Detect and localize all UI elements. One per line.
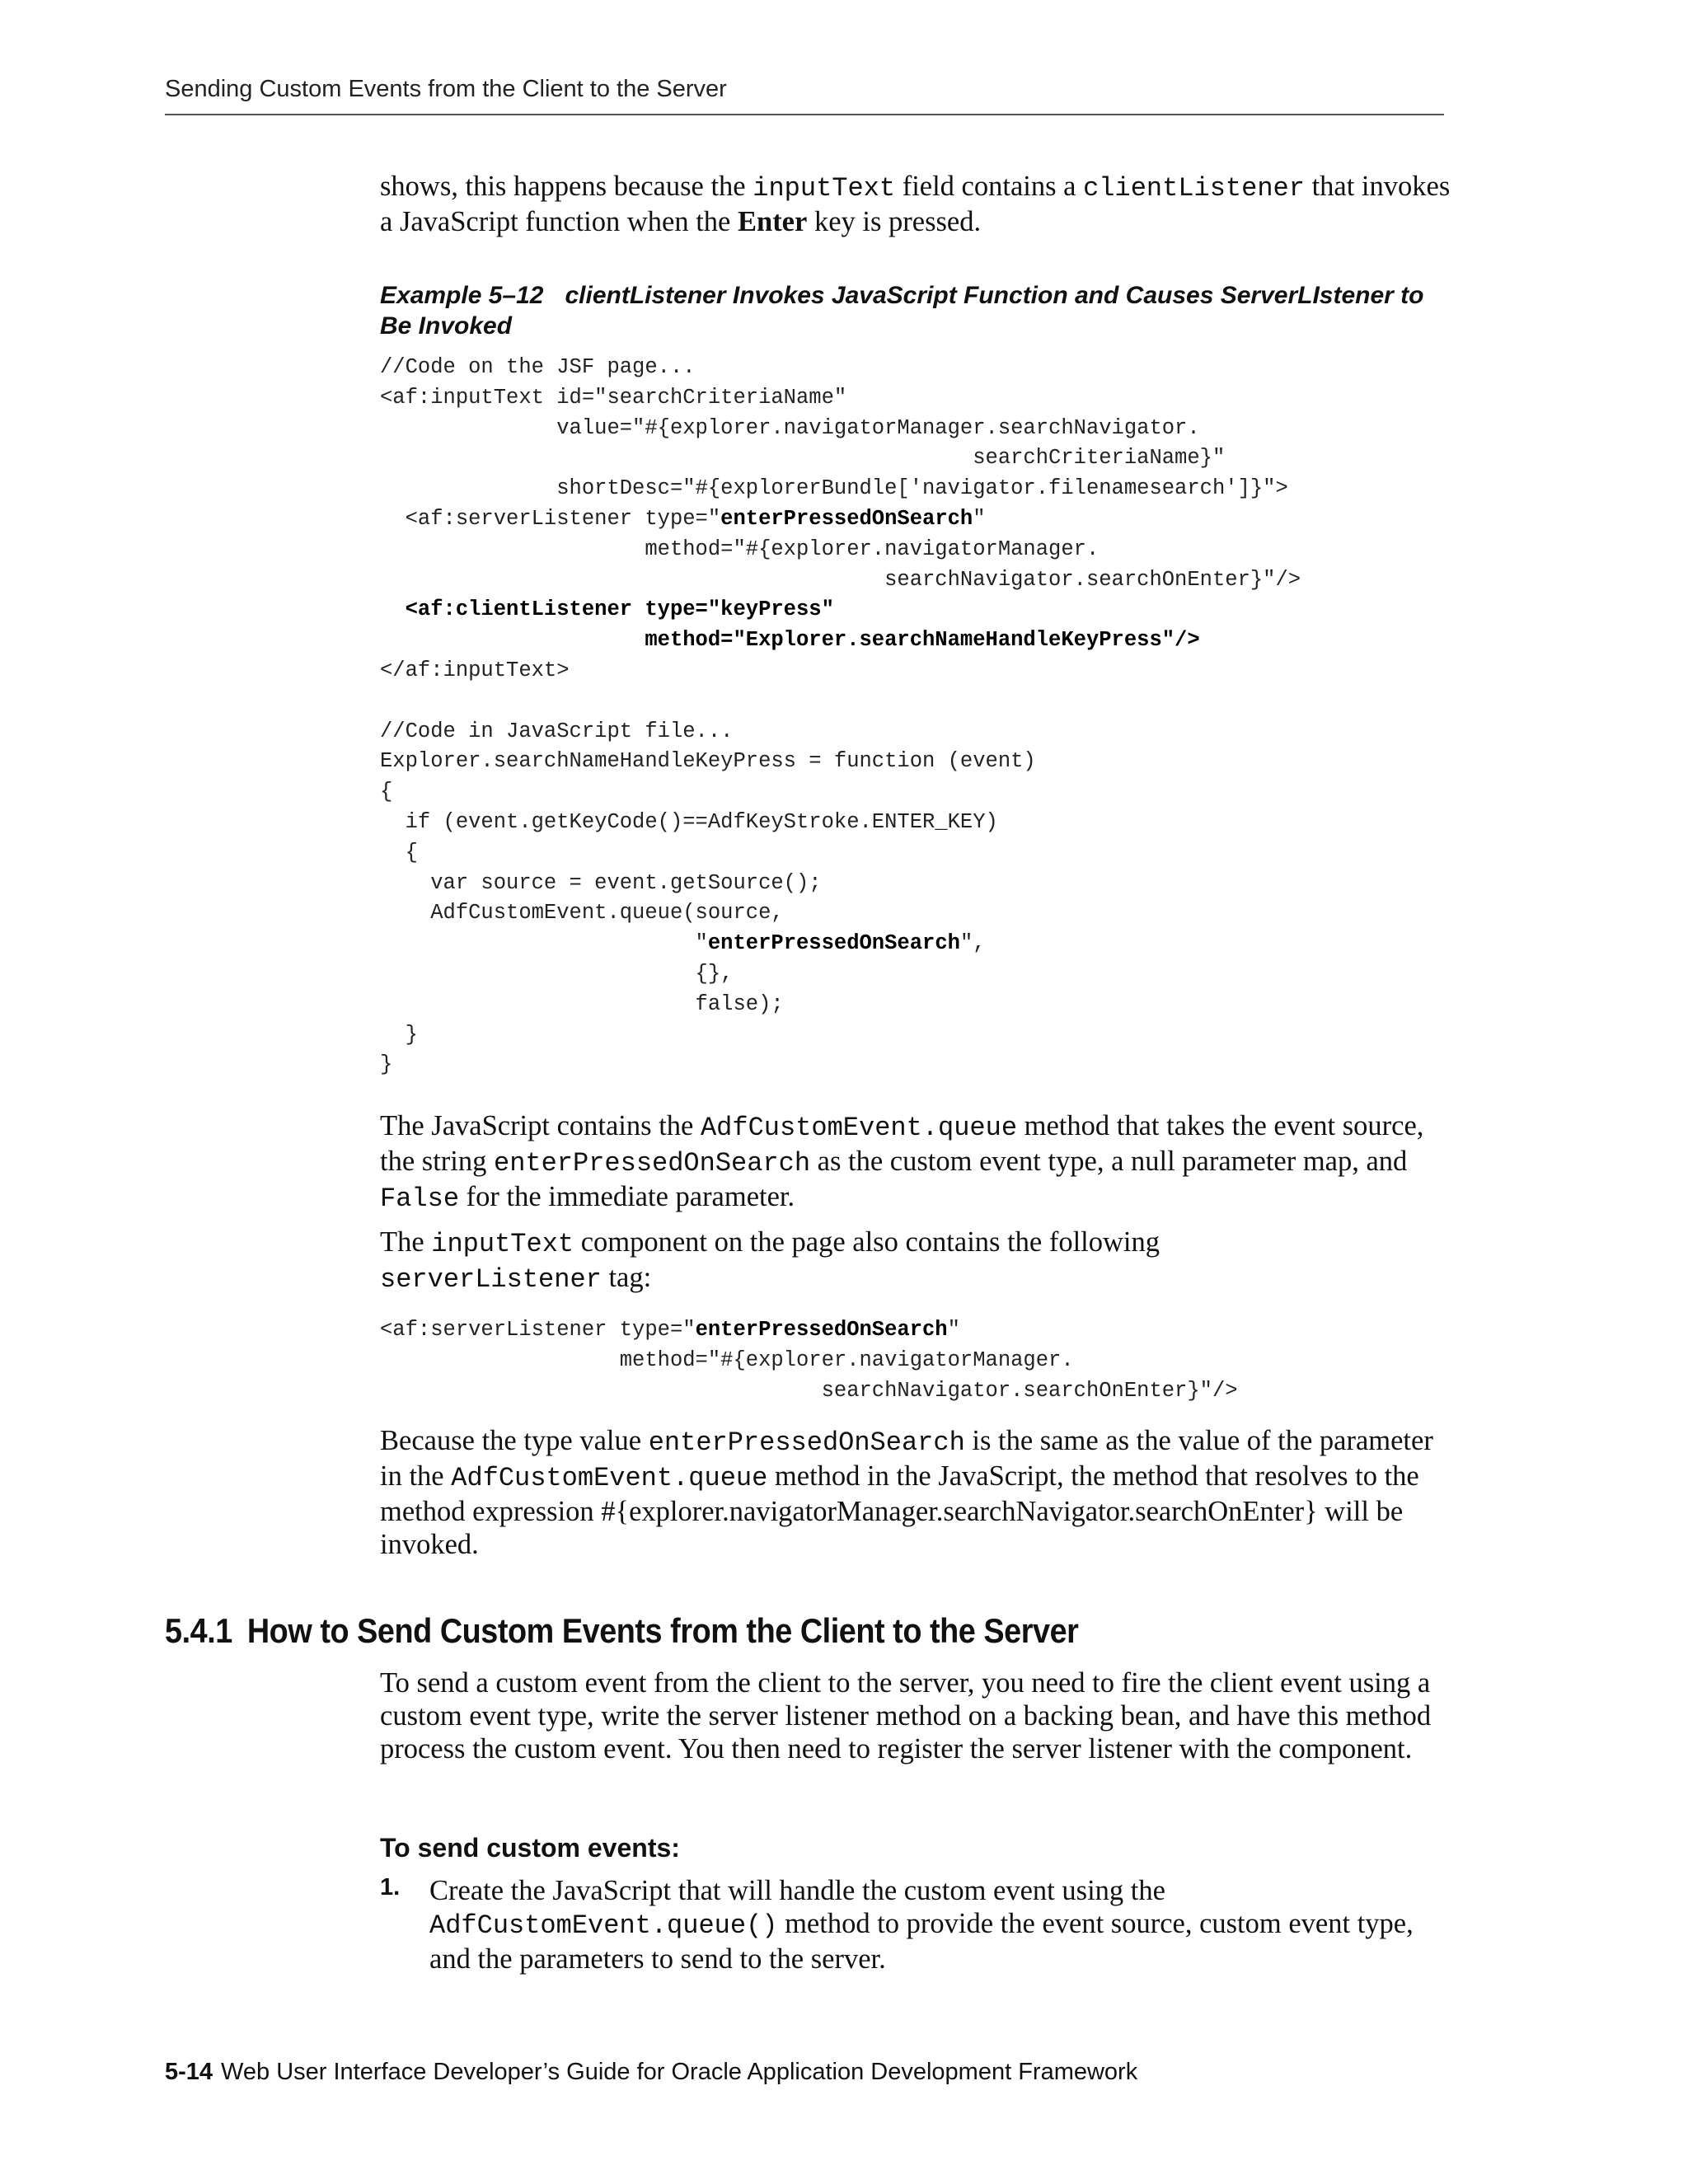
text: for the immediate parameter. xyxy=(459,1181,795,1212)
code-line: method="#{explorer.navigatorManager. xyxy=(380,537,1100,561)
example-caption xyxy=(380,280,1451,341)
code-line: value="#{explorer.navigatorManager.searchNavigator. xyxy=(380,415,1200,440)
code-line: " xyxy=(973,506,986,531)
text: The JavaScript contains the xyxy=(380,1110,701,1141)
intro-paragraph xyxy=(380,170,1451,238)
text: that invokes a JavaScript function when the xyxy=(380,171,1451,237)
code-highlight: enterPressedOnSearch xyxy=(707,931,960,956)
code-line: {}, xyxy=(380,961,734,986)
running-header: Sending Custom Events from the Client to the Server xyxy=(165,76,727,102)
text: Create the JavaScript that will handle the custom event using the xyxy=(429,1875,1165,1906)
paragraph-4-block xyxy=(380,1424,1451,1561)
example-code xyxy=(380,353,1451,1080)
paragraph-3-block xyxy=(380,1226,1451,1296)
section-title: How to Send Custom Events from the Client to the Server xyxy=(246,1611,1079,1650)
procedure-heading-block xyxy=(380,1833,1451,1863)
code-line: Explorer.searchNameHandleKeyPress = function (event) xyxy=(380,749,1036,774)
procedure-heading: To send custom events: xyxy=(380,1833,680,1863)
procedure-steps xyxy=(380,1874,1451,1975)
code-line: <af:inputText id="searchCriteriaName" xyxy=(380,385,847,410)
text: method in the JavaScript, the method that resolves to the method expression #{explorer.navigatorManager.searchNavigator.searchOnEnter} will be invoked. xyxy=(380,1460,1419,1560)
code-line: //Code in JavaScript file... xyxy=(380,719,734,743)
code-line: " xyxy=(947,1318,960,1342)
code-term: enterPressedOnSearch xyxy=(493,1148,811,1179)
code-term: False xyxy=(380,1183,460,1214)
code-line: //Code on the JSF page... xyxy=(380,355,696,379)
code-line: <af:serverListener type=" xyxy=(380,1318,696,1342)
example-number: Example 5–12 xyxy=(380,282,544,309)
code-term: AdfCustomEvent.queue() xyxy=(429,1910,778,1941)
code-line: searchCriteriaName}" xyxy=(380,446,1226,471)
paragraph-4 xyxy=(380,1424,1451,1561)
paragraph-2-block xyxy=(380,1109,1451,1216)
code-term: AdfCustomEvent.queue xyxy=(451,1463,768,1493)
text: is the same as the value of the parameter in the xyxy=(380,1425,1433,1492)
text: method that takes the event source, the string xyxy=(380,1110,1424,1177)
section-intro-block xyxy=(380,1666,1451,1765)
code-term: serverListener xyxy=(380,1264,602,1295)
text: Because the type value xyxy=(380,1425,649,1456)
example-title: clientListener Invokes JavaScript Function and Causes ServerLIstener to Be Invoked xyxy=(380,282,1424,340)
code-line: AdfCustomEvent.queue(source, xyxy=(380,901,784,926)
procedure-step xyxy=(380,1874,1451,1975)
step-text xyxy=(429,1874,1451,1975)
snippet-code-block xyxy=(380,1315,1451,1406)
example-code-block xyxy=(380,353,1451,1080)
code-line: ", xyxy=(959,931,986,956)
example-caption-block xyxy=(380,280,1451,341)
code-line: } xyxy=(380,1022,418,1047)
snippet-code xyxy=(380,1315,1451,1406)
code-line: if (event.getKeyCode()==AdfKeyStroke.ENTER_KEY) xyxy=(380,809,998,834)
code-highlight-line: <af:clientListener type="keyPress" xyxy=(380,598,834,622)
section-number: 5.4.1 xyxy=(165,1611,232,1650)
code-line: <af:serverListener type=" xyxy=(380,506,721,531)
code-term: enterPressedOnSearch xyxy=(648,1427,965,1458)
paragraph-3 xyxy=(380,1226,1451,1296)
code-highlight: enterPressedOnSearch xyxy=(695,1318,948,1342)
key-name: Enter xyxy=(738,206,808,237)
text: component on the page also contains the following xyxy=(574,1226,1160,1258)
paragraph-2 xyxy=(380,1109,1451,1216)
code-line: } xyxy=(380,1052,393,1077)
code-line: var source = event.getSource(); xyxy=(380,870,822,895)
code-term: AdfCustomEvent.queue xyxy=(700,1113,1018,1143)
text: field contains a xyxy=(895,171,1084,202)
code-line: method="#{explorer.navigatorManager. xyxy=(380,1347,1074,1372)
text: key is pressed. xyxy=(807,206,982,237)
code-line: searchNavigator.searchOnEnter}"/> xyxy=(380,567,1301,592)
step-number: 1. xyxy=(380,1874,401,1900)
code-line: { xyxy=(380,780,393,804)
text: as the custom event type, a null parameter map, and xyxy=(810,1146,1408,1177)
code-highlight-line: method="Explorer.searchNameHandleKeyPress"/> xyxy=(380,628,1200,653)
text: shows, this happens because the xyxy=(380,171,753,202)
code-term: inputText xyxy=(431,1229,574,1259)
page-footer xyxy=(165,2059,1137,2086)
page-number: 5-14 xyxy=(165,2059,213,2085)
section-heading xyxy=(165,1611,1078,1651)
code-term: inputText xyxy=(753,173,896,204)
text: tag: xyxy=(601,1262,652,1293)
code-line: " xyxy=(380,931,708,956)
text: method to provide the event source, custom event type, and the parameters to send to the server. xyxy=(429,1908,1414,1975)
code-line: </af:inputText> xyxy=(380,658,570,682)
code-term: clientListener xyxy=(1083,173,1305,204)
code-line: { xyxy=(380,840,418,865)
book-title: Web User Interface Developer’s Guide for Oracle Application Development Framework xyxy=(221,2059,1138,2085)
text: The xyxy=(380,1226,432,1258)
code-line: searchNavigator.searchOnEnter}"/> xyxy=(380,1378,1238,1403)
intro-paragraph-block xyxy=(380,170,1451,238)
code-highlight: enterPressedOnSearch xyxy=(720,506,973,531)
header-rule xyxy=(165,114,1444,115)
code-line: shortDesc="#{explorerBundle['navigator.filenamesearch']}"> xyxy=(380,476,1288,501)
code-line: false); xyxy=(380,991,784,1016)
section-intro: To send a custom event from the client to the server, you need to fire the client event using a custom event type, write the server listener method on a backing bean, and have this method process the custom event. You then need to register the server listener with the component. xyxy=(380,1667,1432,1765)
